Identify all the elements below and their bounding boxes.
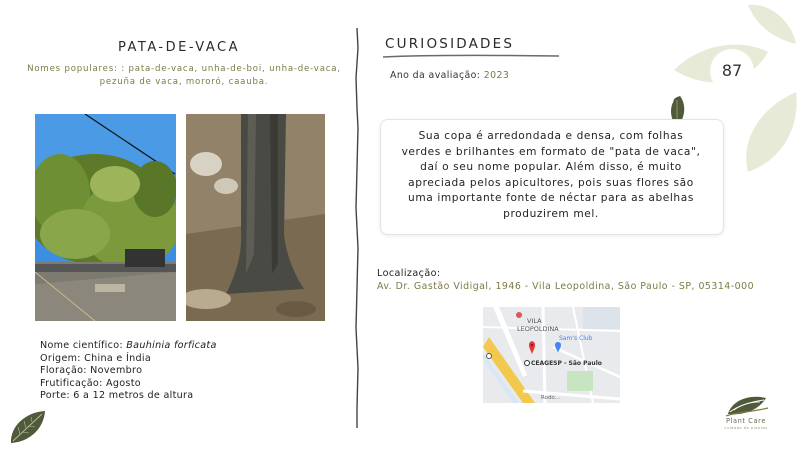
brand-name: Plant Care xyxy=(726,417,766,425)
flowering-line: Floração: Novembro xyxy=(40,365,143,376)
scientific-name-line xyxy=(40,340,217,353)
title-underline xyxy=(383,52,559,60)
score-badge: 87 xyxy=(710,49,754,93)
size-line: Porte: 6 a 12 metros de altura xyxy=(40,390,194,401)
origin-line: Origem: China e Índia xyxy=(40,352,152,364)
year-label: Ano da avaliação: xyxy=(390,70,481,81)
year-value: 2023 xyxy=(483,70,510,81)
map-district-line2: LEOPOLDINA xyxy=(517,325,559,333)
plant-title: PATA-DE-VACA xyxy=(118,40,240,55)
map-store-label: Sam's Club xyxy=(559,335,593,342)
evaluation-year xyxy=(390,70,509,81)
location-label: Localização: xyxy=(377,268,441,279)
plant-info xyxy=(40,340,217,403)
curiosities-title: CURIOSIDADES xyxy=(385,36,515,52)
vertical-divider xyxy=(352,28,362,428)
map-place-label: CEAGESP - São Paulo xyxy=(531,360,602,367)
popular-names: Nomes populares: : pata-de-vaca, unha-de-boi, unha-de-vaca, pezuña de vaca, mororó, caauba. xyxy=(27,64,341,87)
map-district-line1: VILA xyxy=(527,317,542,325)
scientific-name: Bauhinia forficata xyxy=(126,340,217,351)
leaf-shape xyxy=(748,5,796,44)
location-address: Av. Dr. Gastão Vidigal, 1946 - Vila Leopoldina, São Paulo - SP, 05314-000 xyxy=(377,281,755,292)
scientific-label: Nome científico: xyxy=(40,340,123,351)
brand-tagline: cuidado de plantas xyxy=(724,425,768,430)
tree-trunk-photo xyxy=(186,114,325,321)
fruiting-line: Frutificação: Agosto xyxy=(40,377,141,389)
location-map[interactable] xyxy=(483,307,620,403)
map-road-label: Rodo... xyxy=(541,395,560,401)
leaf-decoration-bottom-left xyxy=(8,408,48,446)
tree-canopy-photo xyxy=(35,114,176,321)
leaf-shape xyxy=(746,92,796,172)
curiosities-text: Sua copa é arredondada e densa, com folhas verdes e brilhantes em formato de "pata de vaca", daí o seu nome popular. Além disso, é muito apreciada pelos apicultores, pois suas flores são uma importante fonte de néctar para as abelhas produzirem mel. xyxy=(401,130,701,220)
